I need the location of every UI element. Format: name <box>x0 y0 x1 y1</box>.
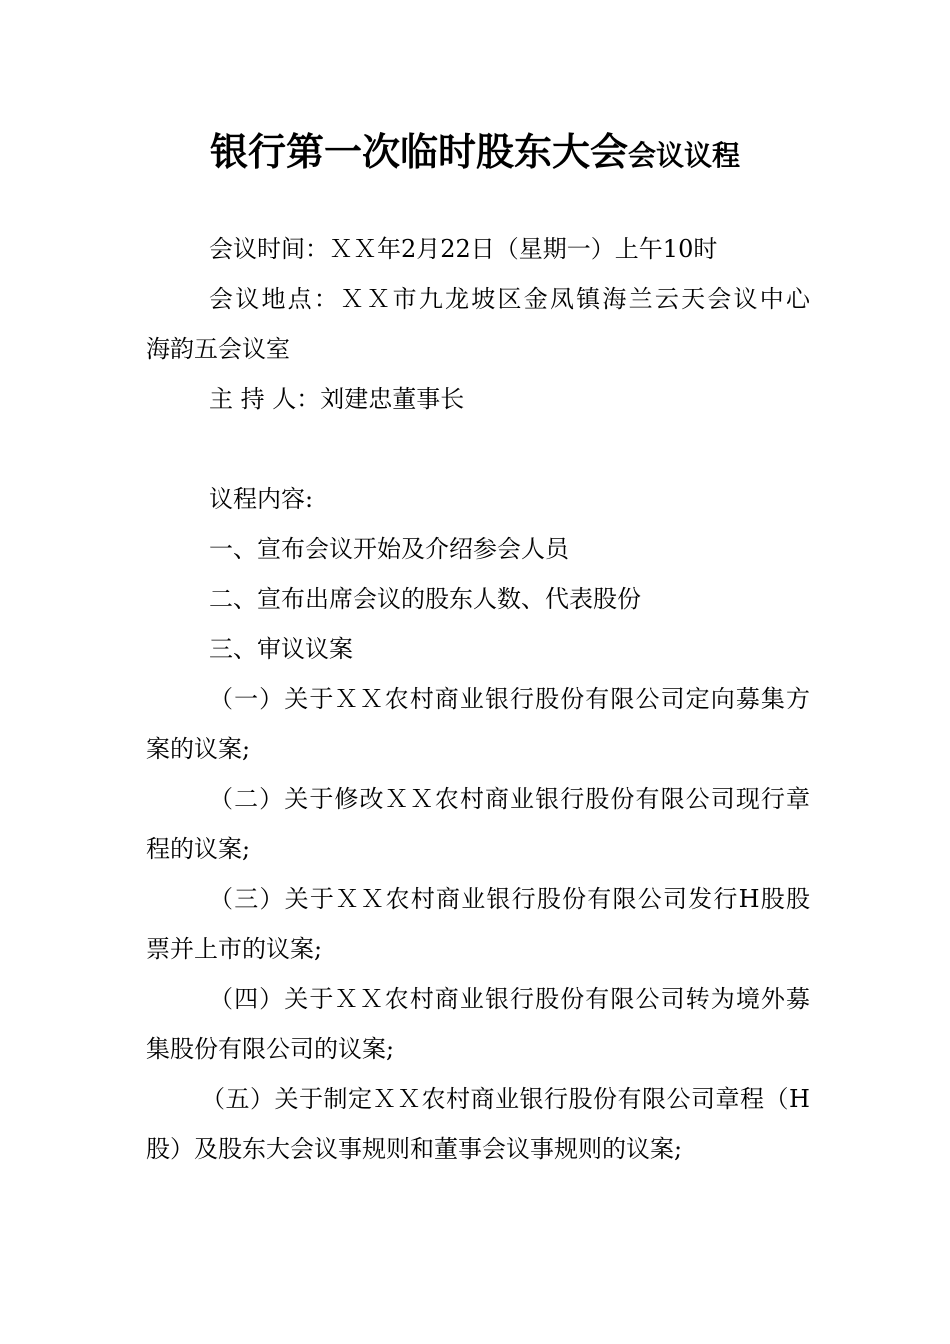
title-main: 银行第一次临时股东大会 <box>209 130 628 174</box>
meeting-place-line2: 海韵五会议室 <box>146 335 290 363</box>
agenda-sub-2-line2: 程的议案; <box>146 835 251 863</box>
title-sub: 会议议程 <box>628 139 741 172</box>
agenda-sub-3-line2: 票并上市的议案; <box>146 935 323 963</box>
meeting-host: 主 持 人：刘建忠董事长 <box>209 385 465 413</box>
agenda-sub-1-line2: 案的议案; <box>146 735 251 763</box>
document-body <box>146 224 810 1174</box>
blank-line <box>146 424 810 474</box>
agenda-sub-5-line1: （五）关于制定ＸＸ农村商业银行股份有限公司章程（H <box>201 1085 810 1113</box>
agenda-sub-3-line1: （三）关于ＸＸ农村商业银行股份有限公司发行H股股 <box>209 885 810 913</box>
meeting-time: 会议时间：ＸＸ年2月22日（星期一）上午10时 <box>209 235 718 263</box>
meeting-place-line1: 会议地点：ＸＸ市九龙坡区金凤镇海兰云天会议中心 <box>209 285 810 313</box>
agenda-item-1: 一、宣布会议开始及介绍参会人员 <box>209 535 569 563</box>
agenda-sub-5-line2: 股）及股东大会议事规则和董事会议事规则的议案; <box>146 1135 683 1163</box>
agenda-sub-2-line1: （二）关于修改ＸＸ农村商业银行股份有限公司现行章 <box>209 785 810 813</box>
agenda-item-2: 二、宣布出席会议的股东人数、代表股份 <box>209 585 641 613</box>
agenda-sub-4-line2: 集股份有限公司的议案; <box>146 1035 395 1063</box>
agenda-heading: 议程内容: <box>209 485 314 513</box>
agenda-sub-1-line1: （一）关于ＸＸ农村商业银行股份有限公司定向募集方 <box>209 685 810 713</box>
agenda-item-3: 三、审议议案 <box>209 635 353 663</box>
agenda-sub-4-line1: （四）关于ＸＸ农村商业银行股份有限公司转为境外募 <box>209 985 810 1013</box>
document-title <box>0 128 950 184</box>
